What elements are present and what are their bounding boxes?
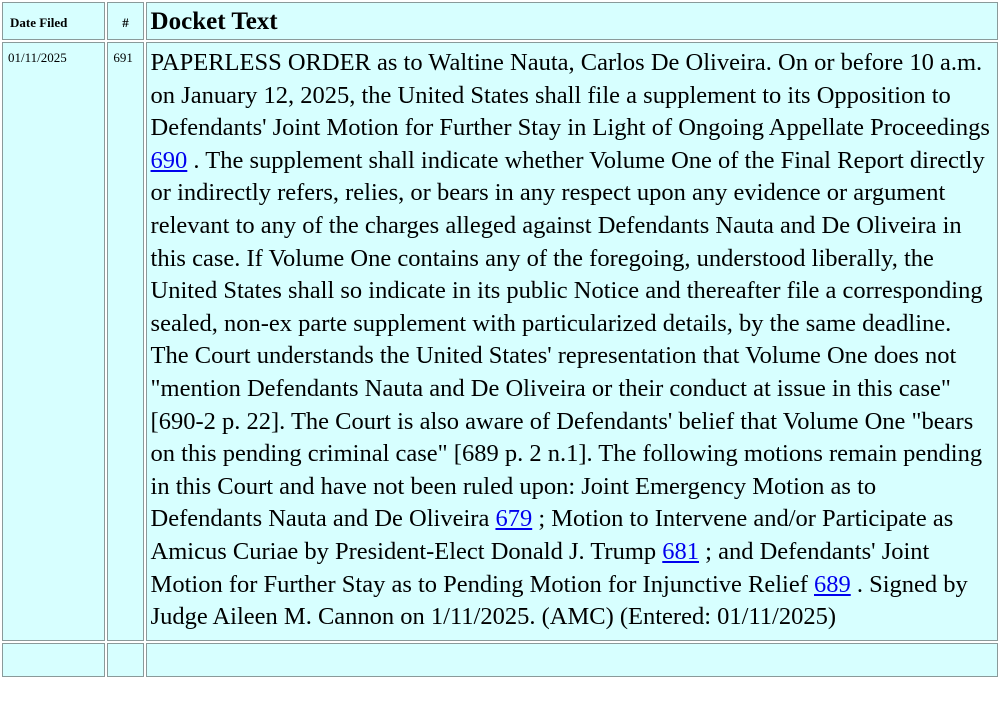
next-number-cell xyxy=(107,643,143,677)
docket-link-681[interactable]: 681 xyxy=(662,537,700,565)
docket-text-header: Docket Text xyxy=(146,2,998,40)
date-filed-header: Date Filed xyxy=(2,2,105,40)
docket-number-cell: 691 xyxy=(107,42,143,641)
docket-text-part-5: . Signed by Judge Aileen M. Cannon on 1/11/2025. (AMC) (Entered: 01/11/2025) xyxy=(150,570,968,631)
table-row xyxy=(2,42,998,641)
date-filed-cell: 01/11/2025 xyxy=(2,42,105,641)
header-row xyxy=(2,2,998,40)
docket-text-part-1: PAPERLESS ORDER as to Waltine Nauta, Carlos De Oliveira. On or before 10 a.m. on January 12, 2025, the United States shall file a supplement to its Opposition to Defendants' Joint Motion for Further Stay in Light of Ongoing Appellate Proceedings xyxy=(150,49,990,142)
number-header: # xyxy=(107,2,143,40)
docket-text-part-2: . The supplement shall indicate whether Volume One of the Final Report directly or indirectly refers, relies, or bears in any respect upon any evidence or argument relevant to any of the charges alleged against Defendants Nauta and De Oliveira in this case. If Volume One contains any of the foregoing, understood liberally, the United States shall so indicate in its public Notice and thereafter file a corresponding sealed, non-ex parte supplement with particularized details, by the same deadline. The Court understands the United States' representation that Volume One does not "mention Defendants Nauta and De Oliveira or their conduct at issue in this case" [690-2 p. 22]. The Court is also aware of Defendants' belief that Volume One "bears on this pending criminal case" [689 p. 2 n.1]. The following motions remain pending in this Court and have not been ruled upon: Joint Emergency Motion as to Defendants Nauta and De Oliveira xyxy=(150,146,985,533)
next-text-cell xyxy=(146,643,998,677)
docket-link-689[interactable]: 689 xyxy=(814,570,851,598)
docket-text-part-3: ; Motion to Intervene and/or Participate as Amicus Curiae by President-Elect Donald J. Trump xyxy=(150,505,954,565)
docket-text-part-4: ; and Defendants' Joint Motion for Further Stay as to Pending Motion for Injunctive Relief xyxy=(150,537,930,598)
next-row-partial xyxy=(2,643,998,677)
docket-link-679[interactable]: 679 xyxy=(495,505,533,533)
docket-link-690[interactable]: 690 xyxy=(150,146,188,174)
docket-text-cell xyxy=(146,42,998,641)
next-date-cell xyxy=(2,643,105,677)
